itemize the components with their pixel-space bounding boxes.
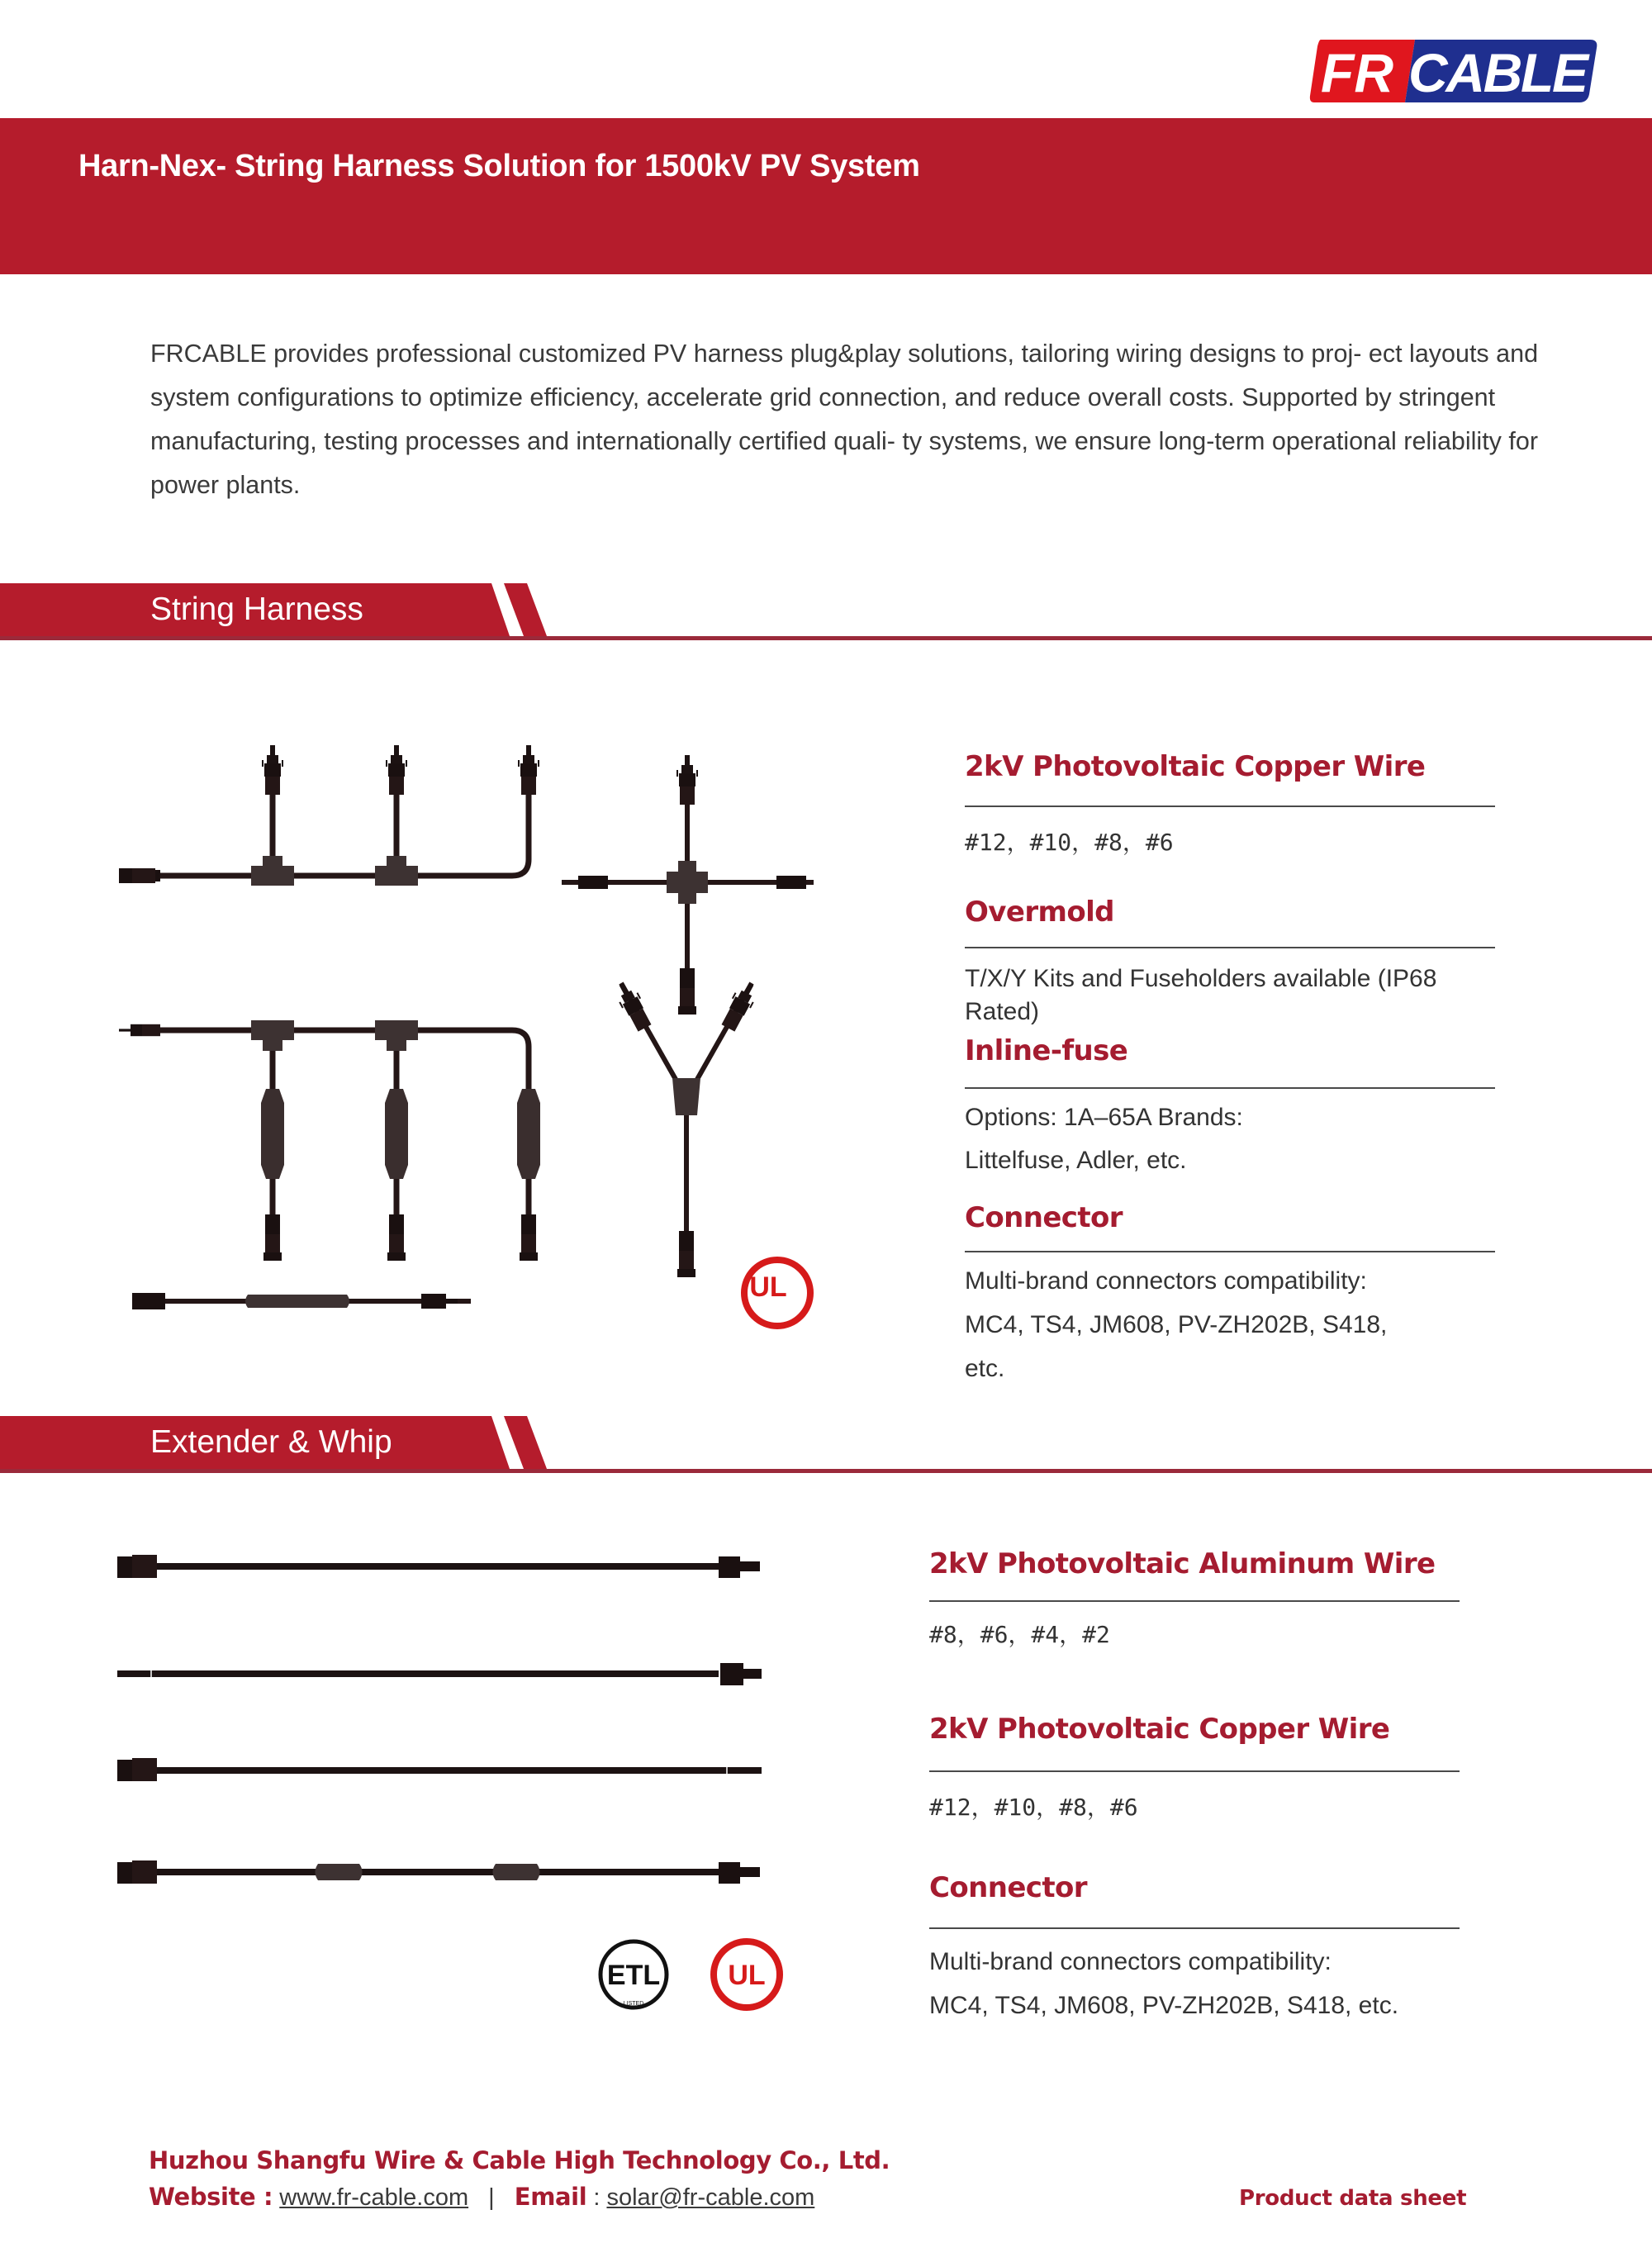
- ul-certification-mark: [744, 1260, 810, 1326]
- x-branch-kit: [562, 755, 814, 1015]
- email-link[interactable]: solar@fr-cable.com: [606, 2184, 815, 2211]
- spec-value: Littelfuse, Adler, etc.: [965, 1147, 1187, 1174]
- extender-cable: [117, 1555, 760, 1578]
- svg-text:UL: UL: [728, 1960, 766, 1991]
- t-branch-harness: [119, 745, 539, 886]
- svg-text:LISTED: LISTED: [623, 2001, 644, 2007]
- ul-certification-mark: [714, 1941, 780, 2008]
- spec-heading: Connector: [965, 1201, 1123, 1234]
- extender-whip-products: [107, 1537, 818, 2032]
- spec-divider: [965, 1087, 1495, 1089]
- svg-text:ETL: ETL: [606, 1960, 661, 1991]
- title-banner: [0, 118, 1652, 274]
- section-title: Extender & Whip: [150, 1424, 392, 1460]
- extender-with-splices: [117, 1860, 760, 1884]
- spec-value: Options: 1A–65A Brands:: [965, 1104, 1243, 1131]
- spec-divider: [965, 805, 1495, 807]
- spec-heading: Connector: [929, 1871, 1087, 1904]
- spec-divider: [929, 1927, 1460, 1929]
- spec-value: etc.: [965, 1355, 1005, 1382]
- spec-value: #8，#6，#4，#2: [929, 1621, 1110, 1648]
- spec-heading: 2kV Photovoltaic Copper Wire: [965, 750, 1426, 783]
- section-title: String Harness: [150, 592, 363, 627]
- spec-heading: 2kV Photovoltaic Aluminum Wire: [929, 1547, 1436, 1580]
- spec-value: #12，#10，#8，#6: [965, 829, 1174, 856]
- etl-certification-mark: [601, 1941, 667, 2008]
- spec-value: Multi-brand connectors compatibility:: [965, 1267, 1367, 1295]
- spec-heading: 2kV Photovoltaic Copper Wire: [929, 1713, 1390, 1746]
- spec-value: #12，#10，#8，#6: [929, 1794, 1138, 1821]
- email-label: Email: [514, 2183, 587, 2211]
- logo-text-fr: FR: [1321, 42, 1393, 102]
- document-type: Product data sheet: [1239, 2186, 1467, 2211]
- spec-value: Rated): [965, 998, 1040, 1025]
- spec-heading: Inline-fuse: [965, 1034, 1128, 1067]
- string-harness-products: [116, 735, 843, 1347]
- website-link[interactable]: www.fr-cable.com: [279, 2184, 469, 2211]
- contact-separator: |: [488, 2184, 495, 2211]
- y-branch-kit: [613, 980, 760, 1277]
- spec-divider: [929, 1770, 1460, 1772]
- spec-value: MC4, TS4, JM608, PV-ZH202B, S418,: [965, 1311, 1388, 1338]
- page-title: Harn-Nex- String Harness Solution for 1500kV PV System: [78, 149, 920, 183]
- spec-divider: [929, 1600, 1460, 1602]
- section-header-string-harness: [0, 583, 1652, 641]
- spec-value: MC4, TS4, JM608, PV-ZH202B, S418, etc.: [929, 1992, 1399, 2019]
- spec-heading: Overmold: [965, 896, 1114, 929]
- website-label: Website :: [149, 2183, 273, 2211]
- spec-divider: [965, 947, 1495, 948]
- whip-cable-female: [117, 1758, 762, 1781]
- spec-value: T/X/Y Kits and Fuseholders available (IP68: [965, 965, 1437, 992]
- spec-value: Multi-brand connectors compatibility:: [929, 1948, 1332, 1975]
- contact-line: [149, 2183, 814, 2212]
- company-name: Huzhou Shangfu Wire & Cable High Technology Co., Ltd.: [149, 2146, 890, 2174]
- spec-divider: [965, 1251, 1495, 1252]
- inline-fuse-cable: [132, 1293, 471, 1309]
- inline-fuse-harness: [119, 1020, 540, 1261]
- section-header-extender-whip: [0, 1416, 1652, 1474]
- frcable-logo: [1309, 40, 1598, 102]
- svg-text:UL: UL: [749, 1271, 787, 1303]
- logo-text-cable: CABLE: [1408, 42, 1588, 102]
- email-colon: :: [593, 2184, 601, 2211]
- intro-paragraph: FRCABLE provides professional customized PV harness plug&play solutions, tailoring wiring designs to proj- ect layouts and system configurations to optimize efficiency, accelerate grid connection, and reduce overall costs. Supported by stringent manufacturing, testing processes and internationally certified quali- ty systems, we ensure long-term operational reliability for power plants.: [150, 340, 1539, 499]
- whip-cable-male: [117, 1663, 762, 1685]
